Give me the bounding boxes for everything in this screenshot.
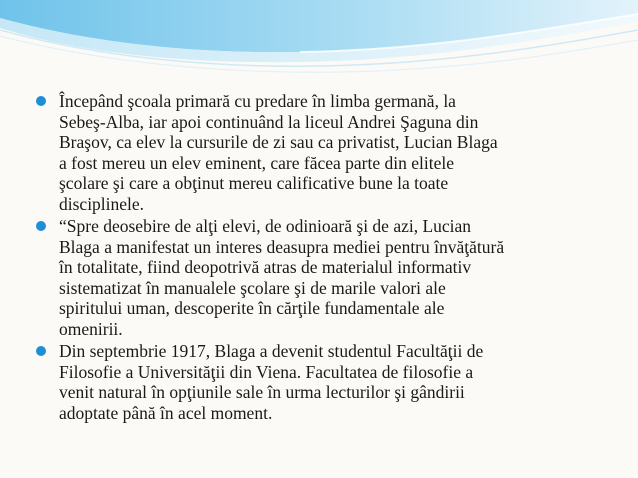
bullet-line: “Spre deosebire de alţi elevi, de odinioară şi de azi, Lucian (59, 216, 472, 236)
bullet-line: Din septembrie 1917, Blaga a devenit studentul Facultăţii de (59, 341, 484, 361)
bullet-line: venit natural în opţiunile sale în urma lecturilor şi gândirii (59, 382, 465, 402)
bullet-item (36, 91, 606, 214)
bullet-line: Braşov, ca elev la cursurile de zi sau ca privatist, Lucian Blaga (59, 132, 498, 152)
bullet-dot-icon (36, 346, 46, 356)
bullet-item (36, 341, 606, 423)
bullet-line: Filosofie a Universităţii din Viena. Facultatea de filosofie a (59, 361, 474, 382)
bullet-line: spiritului uman, descoperite în cărţile fundamentale ale (59, 298, 445, 318)
bullet-line: Începând şcoala primară cu predare în limba germană, la (59, 91, 456, 111)
bullet-item (36, 216, 606, 339)
wave-header-decoration (0, 0, 638, 80)
bullet-line: Sebeş-Alba, iar apoi continuând la liceul Andrei Şaguna din (59, 111, 479, 132)
bullet-list (36, 91, 606, 425)
bullet-dot-icon (36, 221, 46, 231)
bullet-line: a fost mereu un elev eminent, care făcea parte din elitele (59, 152, 454, 173)
bullet-line: în totalitate, fiind deopotrivă atras de materialul informativ (59, 257, 472, 277)
bullet-dot-icon (36, 96, 46, 106)
bullet-line: omenirii. (59, 318, 123, 339)
bullet-line: adoptate până în acel moment. (59, 402, 273, 423)
bullet-line: disciplinele. (59, 193, 145, 214)
bullet-line: şcolare şi care a obţinut mereu calificative bune la toate (59, 173, 449, 193)
bullet-line: Blaga a manifestat un interes deasupra mediei pentru învăţătură (59, 236, 505, 257)
bullet-line: sistematizat în manualele şcolare şi de marile valori ale (59, 277, 446, 298)
